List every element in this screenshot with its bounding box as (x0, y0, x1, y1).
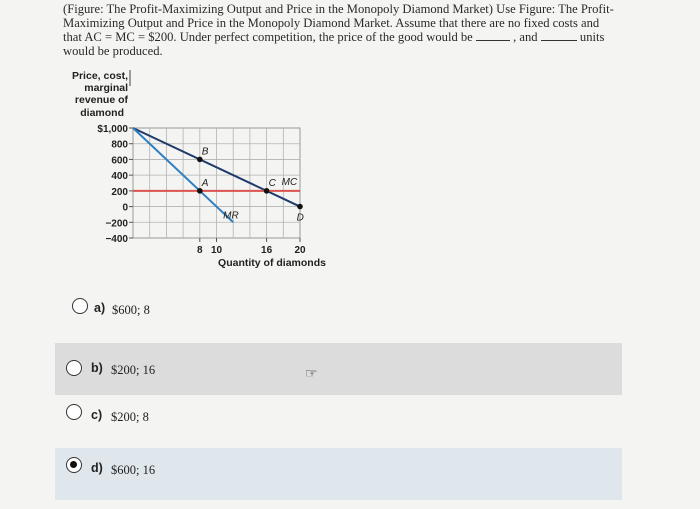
y-axis-title-line-4: diamond (80, 107, 124, 119)
y-tick-label: 0 (122, 202, 128, 214)
point-end-marker (297, 204, 303, 210)
y-tick-label: $1,000 (97, 124, 128, 135)
mc-curve-label: MC (281, 176, 298, 188)
y-tick-labels (97, 124, 128, 245)
option-b-row[interactable] (55, 343, 622, 395)
x-tick-label: 10 (210, 245, 223, 256)
x-tick-label: 20 (294, 245, 306, 256)
point-a-marker (197, 188, 203, 194)
option-d-text: $600; 16 (111, 463, 156, 477)
y-axis-title-line-3: revenue of (74, 94, 128, 106)
option-a-letter: a) (94, 301, 106, 315)
y-tick-label: 200 (111, 186, 128, 198)
mr-curve-label: MR (223, 210, 239, 222)
y-axis-title-line-1: Price, cost, (71, 70, 128, 82)
point-b-label: B (201, 146, 209, 158)
option-b-text: $200; 16 (111, 363, 156, 377)
hand-pointer-icon: ☞ (305, 365, 318, 381)
y-axis-title-line-2: marginal (84, 82, 128, 94)
question-line-4: would be produced. (63, 43, 163, 58)
option-d-letter: d) (91, 461, 103, 475)
x-axis-title: Quantity of diamonds (218, 257, 326, 269)
option-c-radio[interactable] (66, 404, 82, 420)
y-tick-label: −400 (105, 234, 128, 245)
y-tick-label: −200 (105, 218, 128, 230)
question-line-3-b: , and (513, 30, 538, 44)
point-c-label: C (268, 177, 276, 189)
y-axis-title (72, 70, 129, 119)
question-line-3-a: that AC = MC = $200. Under perfect competition, the price of the good would be (63, 30, 473, 44)
x-tick-labels (197, 245, 306, 256)
x-tick-label: 8 (197, 245, 203, 256)
option-d-row[interactable] (55, 448, 622, 500)
demand-curve-label: D (296, 212, 304, 224)
option-a-row[interactable] (55, 290, 622, 342)
option-b-letter: b) (91, 361, 103, 375)
point-c-marker (264, 188, 270, 194)
question-line-1: (Figure: The Profit-Maximizing Output and Price in the Monopoly Diamond Market) Use Figure: The Profit- (63, 2, 614, 16)
x-tick-label: 16 (261, 245, 273, 256)
y-tick-label: 800 (111, 139, 128, 151)
y-tick-label: 400 (111, 171, 128, 183)
y-tick-label: 600 (111, 155, 128, 167)
point-a-label: A (201, 177, 209, 189)
option-a-text: $600; 8 (112, 303, 150, 317)
point-b-marker (197, 157, 203, 163)
question-line-3-c: units (579, 30, 605, 44)
question-line-2: Maximizing Output and Price in the Monopoly Diamond Market. Assume that there are no fixed costs and (63, 15, 600, 30)
option-d-radio[interactable] (66, 457, 82, 473)
option-a-radio[interactable] (72, 298, 88, 314)
option-c-row[interactable] (55, 396, 622, 448)
option-c-letter: c) (91, 408, 103, 422)
option-c-text: $200; 8 (111, 410, 149, 424)
option-b-radio[interactable] (66, 360, 82, 376)
